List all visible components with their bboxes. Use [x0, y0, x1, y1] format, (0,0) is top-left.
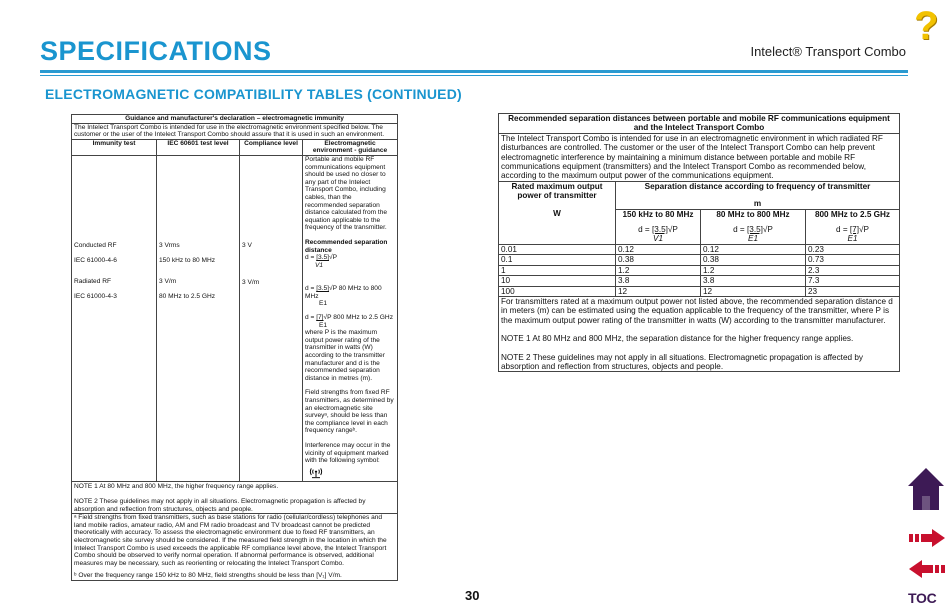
distance-cell: 3.8 — [616, 276, 701, 286]
eq-denominator: E1 — [747, 234, 758, 244]
right-footer-1: For transmitters rated at a maximum output power not listed above, the recommended separation distance d in meters (m) can be estimated using the equation applicable to the frequency of the transmitter, where P is the maximum output power rating of the transmitter in watts (W) according to the transmitter manufacturer. — [501, 296, 893, 325]
distance-cell: 0.38 — [701, 255, 806, 265]
eq-suffix: √P — [667, 225, 678, 235]
separation-table-intro: The Intelect Transport Combo is intended for use in an electromagnetic environment in which radiated RF disturbances are controlled. The customer or the user of the Intelect Transport Combo can help prevent electromagnetic interference by maintaining a minimum distance between portable and mobile RF communications equipment (transmitters) and the Intelect Transport Combo as recommended below, according to the maximum output power of the communications equipment. — [499, 133, 900, 181]
header-rule-thin — [40, 75, 908, 76]
conducted-compliance: 3 V — [242, 241, 252, 249]
footnote-b: ᵇ Over the frequency range 150 kHz to 80 MHz, field strengths should be less than [V₁] V/m. — [74, 572, 342, 580]
conducted-level: 3 Vrms — [159, 241, 180, 249]
right-note-1: NOTE 1 At 80 MHz and 800 MHz, the separation distance for the higher frequency range applies. — [501, 334, 854, 344]
distance-cell: 0.73 — [806, 255, 900, 265]
guidance-intro: Portable and mobile RF communications equipment should be used no closer to any part of the Intelect Transport Combo, including cables, than the recommended separation distance calculated from the equation applicable to the frequency of the transmitter. — [305, 155, 388, 232]
eq-suffix: √P 800 MHz to 2.5 GHz — [323, 314, 393, 322]
eq-suffix: √P — [859, 225, 869, 235]
conducted-standard: IEC 61000-4-6 — [74, 256, 117, 264]
eq-prefix: d = — [305, 254, 317, 262]
conducted-test: Conducted RF — [74, 241, 117, 249]
conducted-range: 150 kHz to 80 MHz — [159, 256, 216, 264]
eq-denominator: E1 — [319, 321, 328, 329]
header-rule — [40, 70, 908, 73]
eq-coefficient: [3.5] — [651, 225, 668, 235]
power-cell: 100 — [499, 286, 616, 296]
distance-cell: 0.38 — [616, 255, 701, 265]
power-cell: 1 — [499, 265, 616, 275]
left-note-2: NOTE 2 These guidelines may not apply in all situations. Electromagnetic propagation is affected by absorption and reflection from structures, objects and people. — [74, 497, 366, 513]
power-cell: 0.01 — [499, 244, 616, 254]
distance-cell: 7.3 — [806, 276, 900, 286]
home-icon[interactable] — [906, 466, 946, 512]
radiated-level: 3 V/m — [159, 278, 177, 286]
power-cell: 10 — [499, 276, 616, 286]
table-row — [499, 244, 900, 254]
separation-header: Separation distance according to frequency of transmitter — [644, 181, 871, 191]
distance-cell: 2.3 — [806, 265, 900, 275]
band-label: 800 MHz to 2.5 GHz — [814, 209, 891, 219]
product-name: Intelect® Transport Combo — [750, 44, 906, 59]
header-compliance: Compliance level — [240, 139, 303, 155]
band-equation — [808, 225, 897, 234]
band-equation — [618, 225, 698, 234]
page-number: 30 — [465, 588, 480, 603]
band-label: 150 kHz to 80 MHz — [622, 209, 694, 219]
eq-suffix: √P — [762, 225, 773, 235]
eq-coefficient: [3.5] — [746, 225, 763, 235]
eq-prefix: d = — [305, 285, 317, 293]
power-cell: 0.1 — [499, 255, 616, 265]
toc-button[interactable]: TOC — [908, 590, 937, 606]
page-title: SPECIFICATIONS — [40, 36, 272, 66]
equation-3 — [305, 314, 395, 322]
distance-cell: 1.2 — [701, 265, 806, 275]
separation-table — [498, 113, 900, 372]
eq-denominator: E1 — [847, 234, 858, 244]
header-immunity-test: Immunity test — [72, 139, 157, 155]
header-test-level: IEC 60601 test level — [157, 139, 240, 155]
distance-cell: 23 — [806, 286, 900, 296]
band-equation — [703, 225, 803, 234]
header-environment: Electromagnetic environment - guidance — [303, 139, 398, 155]
table-row — [499, 255, 900, 265]
immunity-table-title: Guidance and manufacturer's declaration – electromagnetic immunity — [72, 115, 398, 124]
eq-coefficient: [7] — [849, 225, 860, 235]
eq-coefficient: [3.5] — [316, 285, 330, 293]
separation-unit: m — [753, 199, 762, 209]
immunity-table — [71, 114, 398, 581]
table-row — [499, 265, 900, 275]
equation-2 — [305, 285, 395, 300]
equation-1 — [305, 254, 395, 262]
distance-cell: 0.12 — [616, 244, 701, 254]
interference-text: Interference may occur in the vicinity of equipment marked with the following symbol: — [305, 441, 391, 465]
eq-prefix: d = — [305, 314, 317, 322]
rec-heading: Recommended separation distance — [305, 238, 388, 254]
separation-table-title: Recommended separation distances between portable and mobile RF communications equipment and the Intelect Transport Combo — [499, 114, 900, 134]
radiated-range: 80 MHz to 2.5 GHz — [159, 292, 216, 300]
radiated-compliance: 3 V/m — [242, 278, 260, 286]
eq-suffix: √P — [329, 254, 338, 262]
table-row — [499, 276, 900, 286]
eq-suffix: √P 80 MHz to 800 MHz — [305, 285, 382, 300]
eq-denominator: V1 — [315, 261, 324, 269]
field-strength-text: Field strengths from fixed RF transmitters, as determined by an electromagnetic site surveyᵃ, should be less than the compliance level in each frequency rangeᵇ. — [305, 389, 394, 435]
distance-cell: 12 — [616, 286, 701, 296]
distance-cell: 0.23 — [806, 244, 900, 254]
where-text: where P is the maximum output power rating of the transmitter in watts (W) according to the transmitter manufacturer and d is the recommended separation distance in metres (m). — [305, 329, 385, 382]
next-page-arrow-icon[interactable] — [908, 528, 946, 548]
power-header: Rated maximum output power of transmitter — [511, 181, 603, 201]
radiated-test: Radiated RF — [74, 278, 112, 286]
table-row — [499, 286, 900, 296]
left-note-1: NOTE 1 At 80 MHz and 800 MHz, the higher frequency range applies. — [74, 483, 279, 491]
previous-page-arrow-icon[interactable] — [908, 559, 946, 579]
section-title: ELECTROMAGNETIC COMPATIBILITY TABLES (CONTINUED) — [45, 86, 462, 102]
distance-cell: 12 — [701, 286, 806, 296]
eq-coefficient: [3.5] — [316, 254, 330, 262]
eq-prefix: d = — [836, 225, 850, 235]
distance-cell: 0.12 — [701, 244, 806, 254]
eq-denominator: E1 — [319, 300, 328, 308]
eq-coefficient: [7] — [316, 314, 324, 322]
right-note-2: NOTE 2 These guidelines may not apply in all situations. Electromagnetic propagation is affected by absorption and reflection from structures, objects and people. — [501, 352, 863, 371]
radiated-standard: IEC 61000-4-3 — [74, 292, 117, 300]
footnote-a: ᵃ Field strengths from fixed transmitters, such as base stations for radio (cellular/cordless) telephones and land mobile radios, amateur radio, AM and FM radio broadcast and TV broadcast cannot be predicted theoretically with accuracy. To assess the electromagnetic environment due to fixed RF transmitters, an electromagnetic site survey should be considered. If the measured field strength in the location in which the Intelect Transport Combo is used exceeds the applicable RF compliance level above, the Intelect Transport Combo should be observed to verify normal operation. If abnormal performance is observed, additional measures may be necessary, such as reorienting or relocating the Intelect Transport Combo. — [74, 514, 387, 567]
help-button[interactable]: ? — [914, 4, 939, 48]
band-label: 80 MHz to 800 MHz — [716, 209, 790, 219]
power-unit: W — [553, 208, 561, 218]
eq-prefix: d = — [638, 225, 652, 235]
immunity-table-intro: The Intelect Transport Combo is intended for use in the electromagnetic environment specified below. The customer or the user of the Intelect Transport Combo should assure that it is used in such an environment. — [72, 123, 398, 139]
distance-cell: 3.8 — [701, 276, 806, 286]
eq-prefix: d = — [733, 225, 747, 235]
eq-denominator: V1 — [652, 234, 663, 244]
radio-emitter-icon — [309, 467, 323, 479]
distance-cell: 1.2 — [616, 265, 701, 275]
